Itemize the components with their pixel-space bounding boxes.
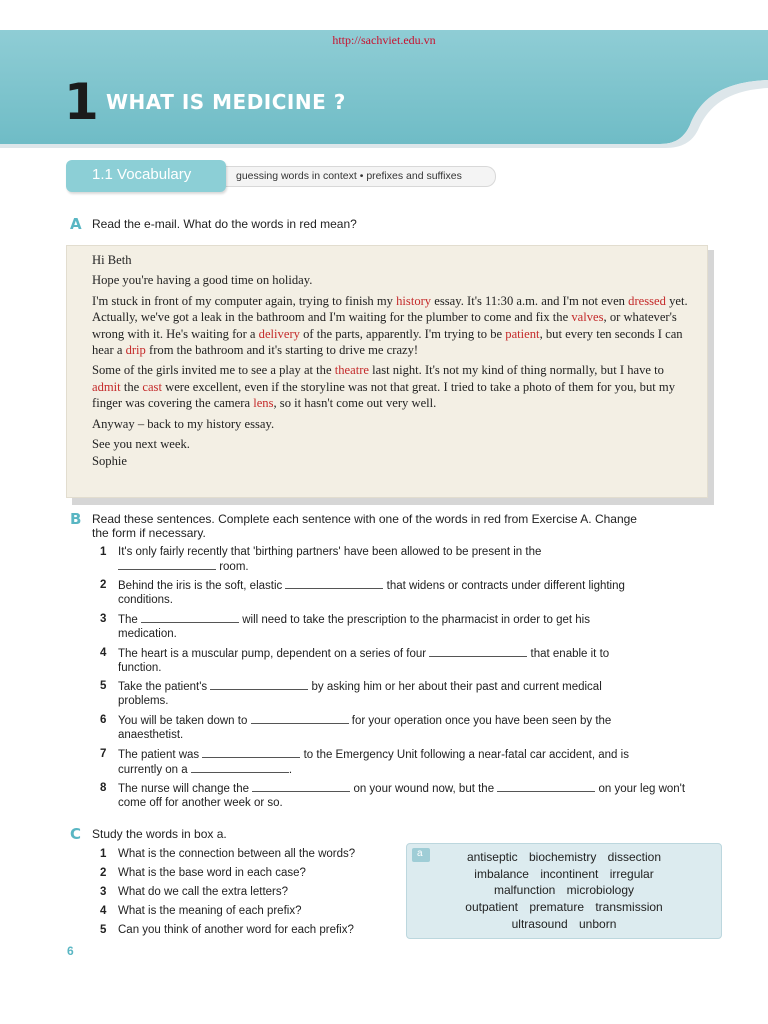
item-text-run: medication. <box>118 627 177 640</box>
chapter-title: WHAT IS MEDICINE ? <box>106 90 346 114</box>
item-number: 2 <box>100 579 107 591</box>
item-text-run: that widens or contracts under different lighting <box>383 580 625 592</box>
item-text-run: come off for another week or so. <box>118 796 283 809</box>
item-text-run: The heart is a muscular pump, dependent on a series of four <box>118 648 430 660</box>
email-text-run: were excellent, even if the storyline was not that great. I tried to take a photo of them for you, but my finger was covering the camera <box>92 379 676 411</box>
answer-blank[interactable] <box>252 782 350 792</box>
exercise-b-instruction-2: the form if necessary. <box>92 526 206 540</box>
question-text: Can you think of another word for each prefix? <box>118 924 354 936</box>
item-text-run: problems. <box>118 694 169 707</box>
question-number: 3 <box>100 886 107 898</box>
email-text-run: from the bathroom and it's starting to drive me crazy! <box>145 343 419 358</box>
item-text-run: function. <box>118 661 162 674</box>
email-text-run: the <box>120 379 143 394</box>
answer-blank[interactable] <box>429 647 527 657</box>
question-number: 5 <box>100 924 107 936</box>
item-text-run: The <box>118 614 142 626</box>
question-text: What is the connection between all the words? <box>118 848 356 860</box>
red-word: cast <box>142 379 162 394</box>
word-box-row: antiseptic biochemistry dissection <box>466 850 662 864</box>
item-text-run: room. <box>216 560 249 573</box>
item-text <box>118 782 698 810</box>
email-text-run: , or whatever's wrong with it. He's waiting for a <box>92 310 677 341</box>
item-text <box>118 546 698 574</box>
email-paragraph-3 <box>92 362 692 411</box>
answer-blank[interactable] <box>251 714 349 724</box>
item-text <box>118 579 698 607</box>
word-box-row: imbalance incontinent irregular <box>474 867 654 881</box>
exercise-a-letter: A <box>70 215 82 233</box>
item-text-run: The nurse will change the <box>118 783 253 795</box>
email-text-run: , but every ten seconds I can hear a <box>92 326 683 358</box>
answer-blank[interactable] <box>202 748 300 758</box>
item-text-run: currently on a <box>118 763 191 776</box>
email-signature: Sophie <box>92 454 127 469</box>
email-line-4: Anyway – back to my history essay. <box>92 416 275 431</box>
item-text-run: conditions. <box>118 593 173 606</box>
word-box-label-text: a <box>417 848 423 859</box>
item-number: 4 <box>100 647 107 659</box>
question-text: What is the meaning of each prefix? <box>118 905 302 917</box>
answer-blank[interactable] <box>497 782 595 792</box>
exercise-c-instruction: Study the words in box a. <box>92 827 227 841</box>
item-text-run: . <box>288 763 293 776</box>
email-text <box>92 252 692 474</box>
email-text-run: I'm stuck in front of my computer again, trying to finish my <box>92 293 397 308</box>
item-text-run: You will be taken down to <box>118 715 251 727</box>
email-text-run: of the parts, apparently. I'm trying to be <box>299 326 506 341</box>
red-word: delivery <box>258 326 300 341</box>
item-number: 6 <box>100 714 107 726</box>
word-box-row: ultrasound unborn <box>511 917 617 931</box>
email-text-run: essay. It's 11:30 a.m. and I'm not even <box>431 293 629 308</box>
answer-blank[interactable] <box>141 613 239 623</box>
red-word: patient <box>505 326 540 341</box>
answer-blank[interactable] <box>191 763 289 773</box>
email-line-1: Hope you're having a good time on holiday. <box>92 273 313 288</box>
item-number: 7 <box>100 748 107 760</box>
page-number: 6 <box>67 944 74 958</box>
chapter-number: 1 <box>64 73 97 131</box>
question-number: 1 <box>100 848 107 860</box>
section-subtitle: guessing words in context • prefixes and suffixes <box>236 170 462 182</box>
question-text: What do we call the extra letters? <box>118 886 289 898</box>
red-word: drip <box>125 343 146 358</box>
red-word: valves <box>571 310 604 325</box>
item-text-run: anaesthetist. <box>118 728 184 741</box>
question-text: What is the base word in each case? <box>118 867 306 879</box>
item-number: 8 <box>100 782 107 794</box>
item-text-run: on your leg won't <box>595 783 686 795</box>
email-text-run: Some of the girls invited me to see a play at the <box>92 363 335 378</box>
red-word: lens <box>253 396 274 411</box>
email-greeting: Hi Beth <box>92 253 132 267</box>
item-text-run: that enable it to <box>527 648 610 660</box>
question-number: 4 <box>100 905 107 917</box>
exercise-b-instruction-1: Read these sentences. Complete each sentence with one of the words in red from Exercise A. Change <box>92 512 637 526</box>
exercise-b-letter: B <box>70 510 82 528</box>
source-url[interactable]: http://sachviet.edu.vn <box>332 33 436 47</box>
section-subtitle-bar <box>226 166 496 187</box>
email-text-run: , so it hasn't come out very well. <box>273 396 437 411</box>
item-text-run: Behind the iris is the soft, elastic <box>118 580 286 592</box>
item-text <box>118 647 698 675</box>
item-number: 3 <box>100 613 107 625</box>
section-tab-label: 1.1 Vocabulary <box>92 166 192 183</box>
email-closing: See you next week. <box>92 437 190 452</box>
item-text-run: will need to take the prescription to the pharmacist in order to get his <box>239 614 590 626</box>
red-word: admit <box>92 379 121 394</box>
item-number: 1 <box>100 546 107 558</box>
item-text-run: It's only fairly recently that 'birthing partners' have been allowed to be present in the <box>118 546 542 558</box>
section-tab <box>66 160 226 192</box>
item-text-run: to the Emergency Unit following a near-fatal car accident, and is <box>300 749 629 761</box>
word-box-row: outpatient premature transmission <box>465 900 663 914</box>
email-box <box>66 245 708 498</box>
answer-blank[interactable] <box>210 680 308 690</box>
question-number: 2 <box>100 867 107 879</box>
item-text <box>118 680 698 708</box>
exercise-a-instruction: Read the e-mail. What do the words in red mean? <box>92 217 357 231</box>
item-text <box>118 613 698 641</box>
red-word: dressed <box>628 293 666 308</box>
item-text-run: by asking him or her about their past and current medical <box>308 681 602 693</box>
item-text <box>118 714 698 742</box>
word-box-row: malfunction microbiology <box>493 883 635 897</box>
item-text <box>118 748 698 777</box>
answer-blank[interactable] <box>285 579 383 589</box>
item-text-run: for your operation once you have been seen by the <box>348 715 612 727</box>
item-number: 5 <box>100 680 107 692</box>
exercise-c-letter: C <box>70 825 82 843</box>
item-text-run: The patient was <box>118 749 203 761</box>
email-paragraph-2 <box>92 293 692 359</box>
email-text-run: yet. Actually, we've got a leak in the bathroom and I'm waiting for the plumber to come and fix the <box>92 293 688 325</box>
item-text-run: on your wound now, but the <box>350 783 498 795</box>
email-text-run: last night. It's not my kind of thing normally, but I have to <box>368 363 664 378</box>
item-text-run: Take the patient's <box>118 681 211 693</box>
red-word: theatre <box>334 363 369 378</box>
answer-blank[interactable] <box>118 560 216 570</box>
red-word: history <box>396 293 432 308</box>
